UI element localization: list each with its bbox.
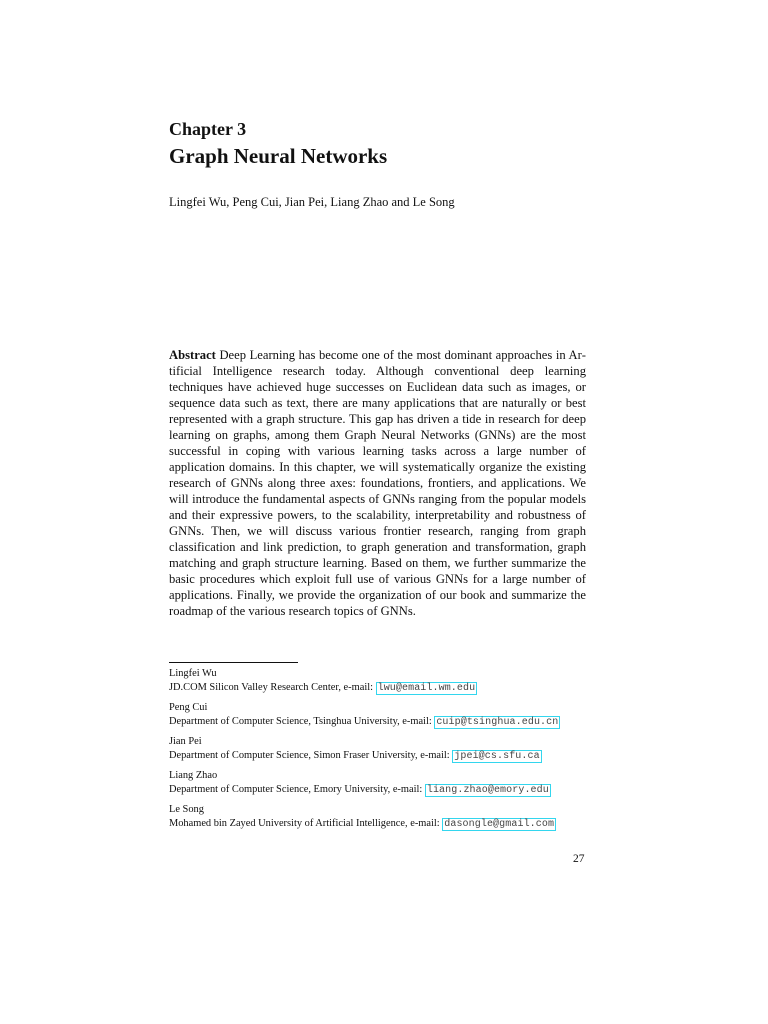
affiliation-author-name: Liang Zhao: [169, 770, 218, 781]
affiliation-author-name: Peng Cui: [169, 702, 208, 713]
abstract-label: Abstract: [169, 348, 216, 362]
email-link[interactable]: cuip@tsinghua.edu.cn: [436, 716, 559, 728]
affiliation-block: [169, 769, 599, 797]
author-affiliations: [169, 667, 599, 837]
affiliation-author-name: Le Song: [169, 804, 204, 815]
abstract-paragraph: [169, 347, 586, 619]
affiliation-author-name: Lingfei Wu: [169, 668, 217, 679]
affiliation-line: [169, 783, 599, 798]
chapter-title: Graph Neural Networks: [169, 144, 388, 168]
affiliation-text: Department of Computer Science, Emory University, e-mail:: [169, 783, 425, 795]
affiliation-line: [169, 749, 599, 764]
affiliation-line: [169, 817, 599, 832]
email-link[interactable]: liang.zhao@emory.edu: [426, 784, 549, 796]
footnote-rule: [169, 662, 298, 663]
author-list: Lingfei Wu, Peng Cui, Jian Pei, Liang Zhao and Le Song: [169, 195, 455, 209]
affiliation-text: Department of Computer Science, Tsinghua University, e-mail:: [169, 715, 435, 727]
affiliation-text: Mohamed bin Zayed University of Artificial Intelligence, e-mail:: [169, 817, 443, 829]
affiliation-text: JD.COM Silicon Valley Research Center, e-mail:: [169, 681, 376, 693]
email-link[interactable]: lwu@email.wm.edu: [377, 682, 476, 694]
chapter-label: Chapter 3: [169, 119, 247, 139]
affiliation-line: [169, 681, 599, 696]
affiliation-author-name: Jian Pei: [169, 736, 202, 747]
page-number: 27: [573, 853, 585, 865]
affiliation-block: [169, 803, 599, 831]
affiliation-text: Department of Computer Science, Simon Fraser University, e-mail:: [169, 749, 453, 761]
abstract-text: Deep Learning has become one of the most dominant approaches in Artificial Intelligence research today. Although conventional deep learning techniques have achieved huge successes on Euclidean data such as images, or sequence data such as text, there are many applications that are naturally or best represented with a graph structure. This gap has driven a tide in research for deep learning on graphs, among them Graph Neural Networks (GNNs) are the most successful in coping with various learning tasks across a large number of application domains. In this chapter, we will systematically organize the existing research of GNNs along three axes: foundations, frontiers, and applications. We will introduce the fundamental aspects of GNNs ranging from the popular models and their expressive powers, to the scalability, interpretability and robustness of GNNs. Then, we will discuss various frontier research, ranging from graph classification and link prediction, to graph generation and transformation, graph matching and graph structure learning. Based on them, we further summarize the basic procedures which exploit full use of various GNNs for a large number of applications. Finally, we provide the organization of our book and summarize the roadmap of the various research topics of GNNs.: [169, 348, 586, 618]
affiliation-line: [169, 715, 599, 730]
email-link[interactable]: jpei@cs.sfu.ca: [454, 750, 540, 762]
affiliation-block: [169, 735, 599, 763]
affiliation-block: [169, 667, 599, 695]
affiliation-block: [169, 701, 599, 729]
email-link[interactable]: dasongle@gmail.com: [444, 818, 555, 830]
